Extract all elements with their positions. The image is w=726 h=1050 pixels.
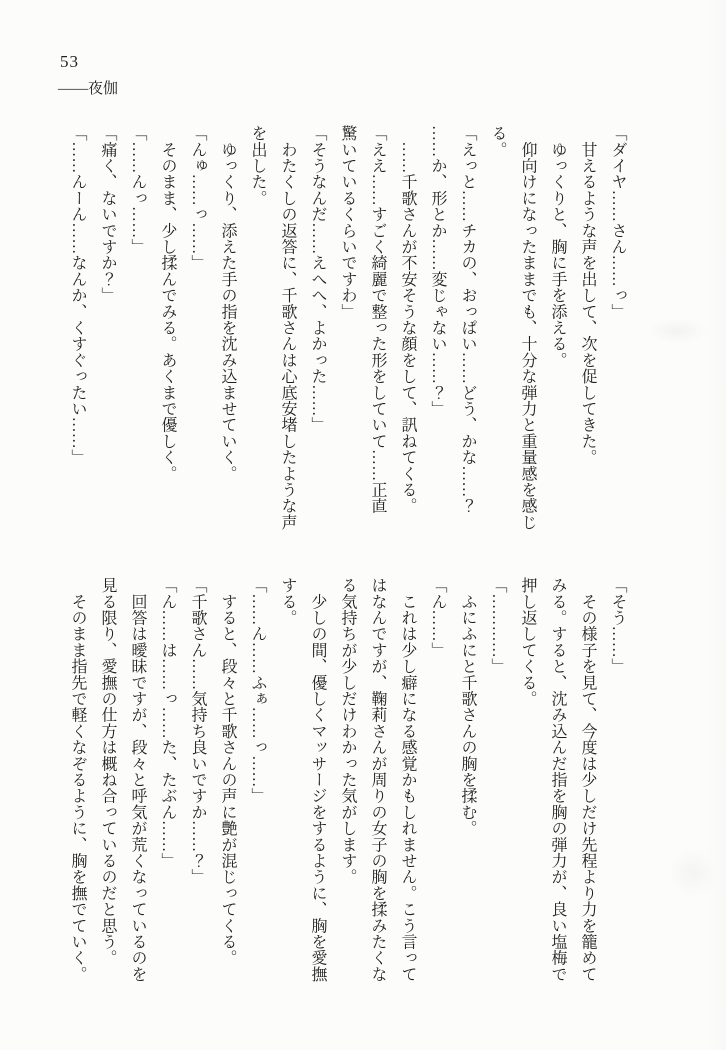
page-edge-shading [704,0,726,1050]
text-column: 押し返してくる。 [519,577,536,707]
text-column: する。 [279,577,296,626]
text-column: 「ん……」 [429,577,446,658]
running-header: ――夜伽 [58,81,119,97]
text-column: 「ええ……すごく綺麗で整った形をしていて……正直 [369,125,386,514]
text-column: 驚いているくらいですわ」 [339,125,356,320]
text-column: その様子を見て、今度は少しだけ先程より力を籠めて [579,577,596,982]
text-column: 「……ん……ふぁ……っ……」 [249,577,266,804]
text-column: はなんですが、鞠莉さんが周りの女子の胸を揉みたくな [369,577,386,982]
text-column: 「千歌さん……気持ち良いですか……？」 [189,577,206,885]
text-column: わたくしの返答に、千歌さんは心底安堵したような声 [279,125,296,530]
text-column: ふにふにと千歌さんの胸を揉む。 [459,577,476,837]
text-column: 「ダイヤ……さん……っ」 [609,125,626,320]
text-column: を出した。 [249,125,266,206]
text-block-bottom [62,577,632,984]
text-column: そのまま、少し揉んでみる。あくまで優しく。 [159,125,176,482]
text-column: 仰向けになったままでも、十分な弾力と重量感を感じ [519,125,536,530]
text-column: 回答は曖昧ですが、段々と呼気が荒くなっているのを [129,577,146,982]
text-block-top [62,125,632,532]
text-column: 「……んーん……なんか、くすぐったい……」 [69,125,86,466]
text-column: 甘えるような声を出して、次を促してきた。 [579,125,596,466]
text-column: 「そう……」 [609,577,626,675]
text-column: 「ん……は……っ……た、たぶん……」 [159,577,176,869]
scan-smudge [648,318,708,344]
text-column: ゆっくりと、胸に手を添える。 [549,125,566,368]
text-column: 「んゅ……っ……」 [189,125,206,271]
text-column: これは少し癖になる感覚かもしれません。こう言って [399,577,416,982]
scan-smudge [668,848,718,898]
text-column: る。 [489,125,506,158]
text-column: そのまま指先で軽くなぞるように、胸を撫でていく。 [69,577,86,982]
text-column: ゆっくり、添えた手の指を沈み込ませていく。 [219,125,236,482]
page-number: 53 [60,52,79,71]
text-column: 「…………」 [489,577,506,675]
text-column: ……か、形とか……変じゃない……？」 [429,125,446,417]
text-column: すると、段々と千歌さんの声に艶が混じってくる。 [219,577,236,966]
text-column: 「……んっ……」 [129,125,146,255]
text-column: 「痛く、ないですか？」 [99,125,116,304]
text-column: みる。すると、沈み込んだ指を胸の弾力が、良い塩梅で [549,577,566,982]
text-column: 少しの間、優しくマッサージをするように、胸を愛撫 [309,577,326,982]
text-column: 「えっと……チカの、おっぱい……どう、かな……？ [459,125,476,514]
text-column: る気持ちが少しだけわかった気がします。 [339,577,356,885]
text-column: 見る限り、愛撫の仕方は概ね合っているのだと思う。 [99,577,116,966]
text-column: 「そうなんだ……えへへ、よかった……」 [309,125,326,433]
text-column: ……千歌さんが不安そうな顔をして、訊ねてくる。 [399,125,416,514]
